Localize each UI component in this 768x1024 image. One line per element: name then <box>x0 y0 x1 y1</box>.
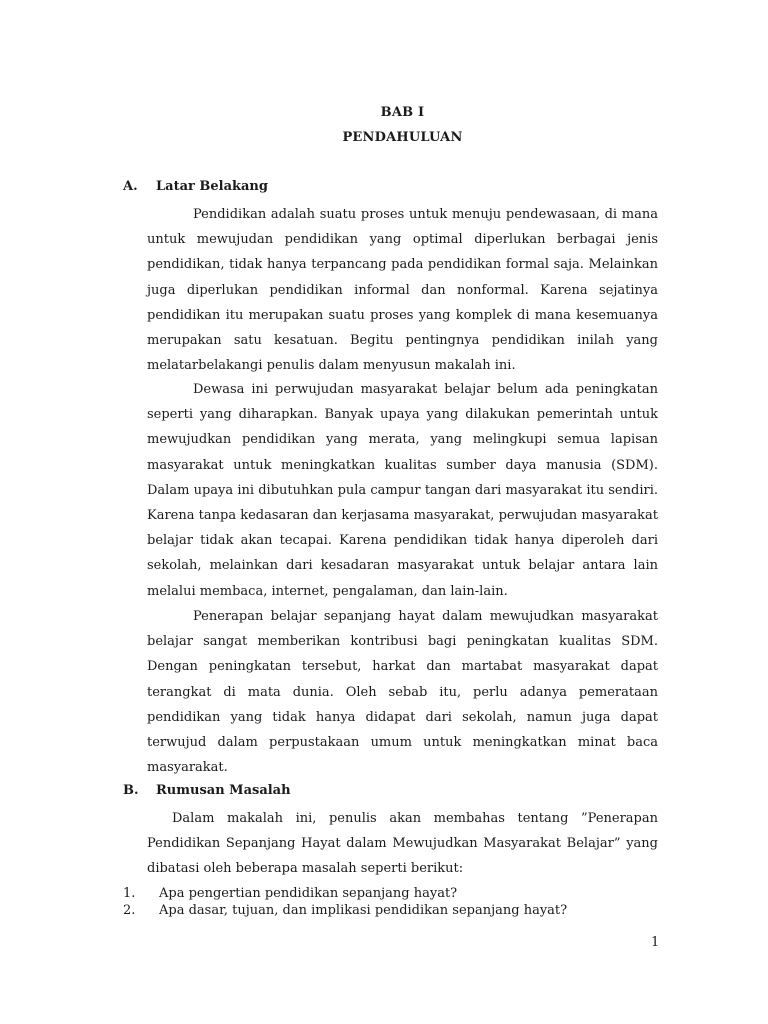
chapter-title: PENDAHULUAN <box>342 130 463 145</box>
paragraph <box>147 604 658 780</box>
section-number: A. <box>123 179 138 194</box>
chapter-heading: BAB I <box>380 105 425 120</box>
paragraph <box>147 806 658 882</box>
list-item-text: Apa pengertian pendidikan sepanjang hayat? <box>159 886 458 901</box>
section-title: Latar Belakang <box>156 179 268 194</box>
paragraph <box>147 202 658 378</box>
page-number: 1 <box>651 935 660 950</box>
list-number: 1. <box>123 886 136 901</box>
list-item-text: Apa dasar, tujuan, dan implikasi pendidikan sepanjang hayat? <box>159 903 568 918</box>
paragraph-text: Dalam makalah ini, penulis akan membahas tentang ”Penerapan Pendidikan Sepanjang Hayat dalam Mewujudkan Masyarakat Belajar” yang dibatasi oleh beberapa masalah seperti berikut: <box>147 811 658 877</box>
list-number: 2. <box>123 903 136 918</box>
section-title: Rumusan Masalah <box>156 783 291 798</box>
paragraph-text: Pendidikan adalah suatu proses untuk menuju pendewasaan, di mana untuk mewujudan pendidikan yang optimal diperlukan berbagai jenis pendidikan, tidak hanya terpancang pada pendidikan formal saja. Melainkan juga diperlukan pendidikan informal dan nonformal. Karena sejatinya pendidikan itu merupakan suatu proses yang komplek di mana kesemuanya merupakan satu kesatuan. Begitu pentingnya pendidikan inilah yang melatarbelakangi penulis dalam menyusun makalah ini. <box>147 207 658 374</box>
list-item <box>123 902 663 919</box>
section-heading-b <box>123 783 291 798</box>
problem-list <box>123 885 663 919</box>
paragraph <box>147 377 658 604</box>
paragraph-text: Dewasa ini perwujudan masyarakat belajar belum ada peningkatan seperti yang diharapkan. Banyak upaya yang dilakukan pemerintah untuk mewujudkan pendidikan yang merata, yang melingkupi semua lapisan masyarakat untuk meningkatkan kualitas sumber daya manusia (SDM). Dalam upaya ini dibutuhkan pula campur tangan dari masyarakat itu sendiri. Karena tanpa kedasaran dan kerjasama masyarakat, perwujudan masyarakat belajar tidak akan tecapai. Karena pendidikan tidak hanya diperoleh dari sekolah, melainkan dari kesadaran masyarakat untuk belajar antara lain melalui membaca, internet, pengalaman, dan lain-lain. <box>147 382 658 599</box>
paragraph-text: Penerapan belajar sepanjang hayat dalam mewujudkan masyarakat belajar sangat memberikan kontribusi bagi peningkatan kualitas SDM. Dengan peningkatan tersebut, harkat dan martabat masyarakat dapat terangkat di mata dunia. Oleh sebab itu, perlu adanya pemerataan pendidikan yang tidak hanya didapat dari sekolah, namun juga dapat terwujud dalam perpustakaan umum untuk meningkatkan minat baca masyarakat. <box>147 609 658 776</box>
section-number: B. <box>123 783 139 798</box>
list-item <box>123 885 663 902</box>
section-heading-a <box>123 179 268 194</box>
